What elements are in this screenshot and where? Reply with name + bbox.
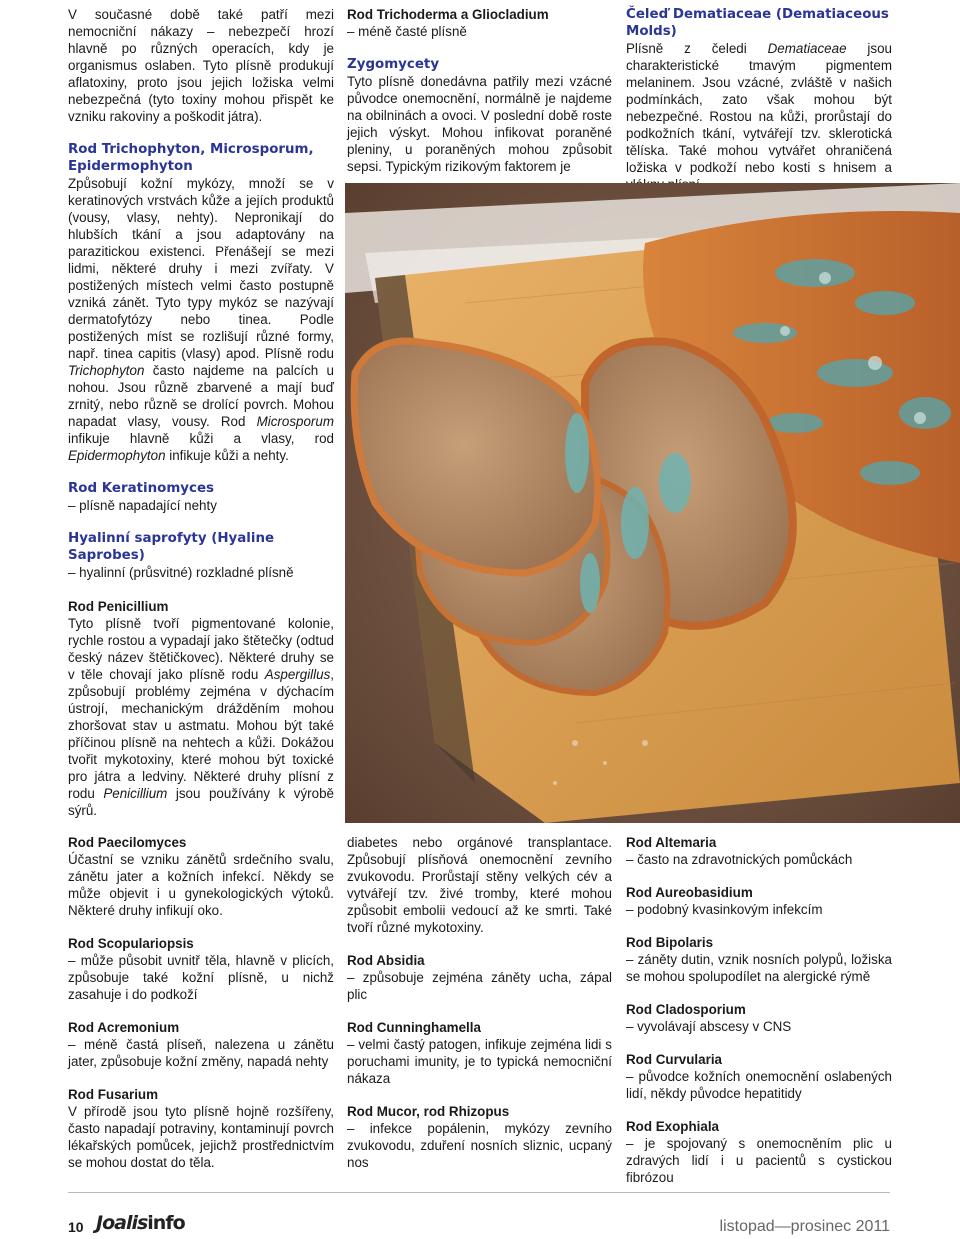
item-text: – velmi častý patogen, infikuje zejména lidi s poruchami imunity, je to typická nemocniční nákaza <box>347 1037 612 1086</box>
heading-penicillium: Rod Penicillium <box>68 599 169 614</box>
item-cladosporium <box>626 1001 892 1035</box>
item-heading: Rod Scopulariopsis <box>68 936 194 951</box>
item-text: V přírodě jsou tyto plísně hojně rozšířeny, často napadají potraviny, kontaminují povrch lékařských pomůcek, jejichž prostřednictvím se mohou dostat do těla. <box>68 1104 334 1170</box>
moldy-bread-photo <box>345 183 960 823</box>
trichoderma-sub: – méně časté plísně <box>347 24 467 39</box>
heading-trichophyton: Rod Trichophyton, Microsporum, Epidermophyton <box>68 142 314 174</box>
item-exophiala <box>626 1118 892 1186</box>
item-text: – původce kožních onemocnění oslabených lidí, někdy původce hepatitidy <box>626 1069 892 1101</box>
item-heading: Rod Mucor, rod Rhizopus <box>347 1104 510 1119</box>
heading-dematiaceae: Čeleď Dematiaceae (Dematiaceous Molds) <box>626 7 889 39</box>
hyaline-sub: – hyalinní (průsvitné) rozkladné plísně <box>68 565 294 580</box>
penicillium-paragraph: Tyto plísně tvoří pigmentované kolonie, rychle rostou a vypadají jako štětečky (odtud český název štětičkovec). Některé druhy se v těle chovají jako plísně rodu Aspergillus, způsobují problémy zejména v dýchacím ústrojí, mechanickým drážděním mohou zhoršovat stav u astmatu. Mohou být také příčinou plísně na nehtech a kůži. Dokážou tvořit mykotoxiny, které mohou být toxické pro játra a ledviny. Některé druhy plísní z rodu Penicillium jsou používány k výrobě sýrů. <box>68 616 334 818</box>
issue-date: listopad—prosinec 2011 <box>719 1218 890 1235</box>
logo-prefix: Joalis <box>96 1212 148 1234</box>
item-heading: Rod Exophiala <box>626 1119 720 1134</box>
column-1-bottom <box>68 834 334 1171</box>
item-heading: Rod Fusarium <box>68 1087 159 1102</box>
dematiaceae-paragraph: Plísně z čeledi Dematiaceae jsou charakteristické tmavým pigmentem melaninem. Jsou vzácné, zvláště v našich podmínkách, zato však mohou být nebezpečné. Rostou na kůži, prorůstají do podkožních tkání, vytvářejí tzv. sklerotická tělíska. Také mohou vytvářet ohraničená ložiska v podkoží nebo kosti s hnisem a <box>626 41 892 175</box>
item-text: – méně častá plíseň, nalezena u zánětu jater, způsobuje kožní změny, napadá nehty <box>68 1037 334 1069</box>
item-absidia <box>347 952 612 1003</box>
trichophyton-paragraph: Způsobují kožní mykózy, množí se v keratinových vrstvách kůže a jejích produktů (vousy, vlasy, nehty). Nepronikají do hlubších tkání a jsou adaptovány na parazitickou existenci. Přenášejí se mezi lidmi, některé druhy i mezi zvířaty. V postižených místech velmi často postupně vzniká zánět. Tyto typy mykóz se nazývají dermatofytózy nebo tinea. Podle postižených míst se rozlišují různé formy, např. tinea capitis (vlasy) apod. Plísně rodu Trichophyton často najdeme na palcích u nohou. Jsou různě zbarvené a mají buď zrnitý, nebo různě se drolící povrch. Mohou napadat vlasy, vousy. Rod Microsporum infikuje hlavně kůži a vlasy, rod Epidermophyton infikuje kůži a nehty. <box>68 176 334 463</box>
logo-suffix: info <box>147 1212 185 1234</box>
item-text: – způsobuje zejména záněty ucha, zápal plic <box>347 970 612 1002</box>
item-paecilomyces <box>68 834 334 919</box>
item-heading: Rod Altemaria <box>626 835 717 850</box>
column-3-top <box>626 6 892 193</box>
item-altemaria <box>626 834 892 868</box>
item-text: – infekce popálenin, mykózy zevního zvukovodu, zduření nosních sliznic, ucpaný nos <box>347 1121 612 1170</box>
item-heading: Rod Bipolaris <box>626 935 714 950</box>
item-text: – záněty dutin, vznik nosních polypů, ložiska se mohou spolupodílet na alergické rýmě <box>626 952 892 984</box>
heading-zygomycety: Zygomycety <box>347 57 440 72</box>
column-1-top <box>68 6 334 819</box>
heading-trichoderma: Rod Trichoderma a Gliocladium <box>347 7 549 22</box>
item-bipolaris <box>626 934 892 985</box>
joalis-info-logo <box>96 1212 185 1234</box>
item-mucor-rhizopus <box>347 1103 612 1171</box>
column-3-bottom <box>626 834 892 1186</box>
item-acremonium <box>68 1019 334 1070</box>
item-text: – podobný kvasinkovým infekcím <box>626 902 823 917</box>
item-heading: Rod Cunninghamella <box>347 1020 481 1035</box>
item-heading: Rod Acremonium <box>68 1020 180 1035</box>
item-text: Účastní se vzniku zánětů srdečního svalu, zánětu jater a kožních infekcí. Někdy se může objevit i u gynekologických výtoků. Některé druhy infikují oko. <box>68 852 334 918</box>
column-2-bottom <box>347 834 612 1171</box>
item-aureobasidium <box>626 884 892 918</box>
item-heading: Rod Curvularia <box>626 1052 722 1067</box>
zygomycety-paragraph: Tyto plísně donedávna patřily mezi vzácné původce onemocnění, normálně je najdeme na obilninách a ovoci. V poslední době roste jejich výskyt. Mohou infikovat poraněné pleniny, u poraněných mohou způsobit sepsi. Typickým rizikovým faktorem je <box>347 74 612 174</box>
keratinomyces-sub: – plísně napadající nehty <box>68 498 217 513</box>
item-heading: Rod Aureobasidium <box>626 885 753 900</box>
item-curvularia <box>626 1051 892 1102</box>
page-number: 10 <box>68 1219 84 1235</box>
item-cunninghamella <box>347 1019 612 1087</box>
item-fusarium <box>68 1086 334 1171</box>
item-heading: Rod Cladosporium <box>626 1002 746 1017</box>
item-scopulariopsis <box>68 935 334 1003</box>
zygomycety-continuation: diabetes nebo orgánové transplantace. Způsobují plísňová onemocnění zevního zvukovodu. Prorůstají stěny velkých cév a vytvářejí tzv. živé tromby, které mohou způsobit embolii vedoucí až ke smrti. Také tvoří různé mykotoxiny. <box>347 835 612 935</box>
heading-keratinomyces: Rod Keratinomyces <box>68 481 215 496</box>
footer-divider <box>68 1192 890 1193</box>
moldy-bread-illustration <box>345 183 960 823</box>
item-text: – může působit uvnitř těla, hlavně v plicích, způsobuje také kožní plísně, u nichž zasahuje i do podkoží <box>68 953 334 1002</box>
item-text: – často na zdravotnických pomůckách <box>626 852 853 867</box>
item-heading: Rod Paecilomyces <box>68 835 187 850</box>
column-2-top <box>347 6 612 175</box>
intro-paragraph: V současné době také patří mezi nemocniční nákazy – nebezpečí hrozí hlavně po různých operacích, kdy je organismus oslaben. Tyto plísně produkují aflatoxiny, proto jsou jejich ložiska velmi nebezpečná (tyto toxiny mohou přispět ke vzniku rakoviny a poškodit játra). <box>68 7 334 124</box>
item-text: – je spojovaný s onemocněním plic u zdravých lidí i u pacientů s cystickou fibrózou <box>626 1136 892 1185</box>
heading-hyaline-saprobes: Hyalinní saprofyty (Hyaline Saprobes) <box>68 531 275 563</box>
item-heading: Rod Absidia <box>347 953 425 968</box>
item-text: – vyvolávají abscesy v CNS <box>626 1019 792 1034</box>
